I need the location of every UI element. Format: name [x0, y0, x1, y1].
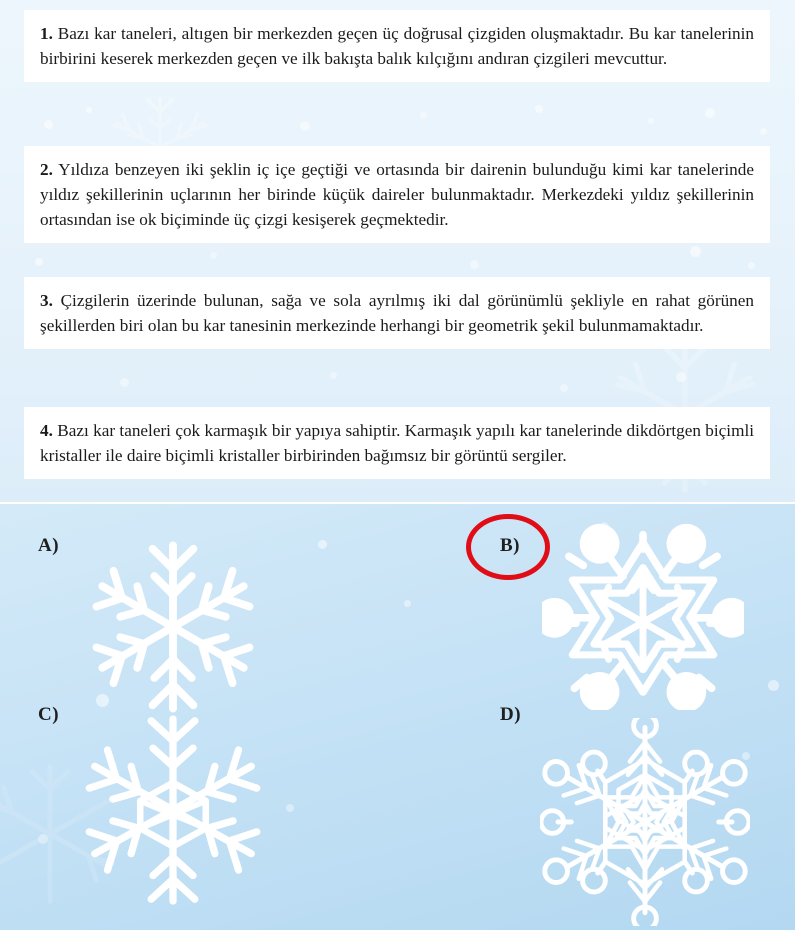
decorative-dot	[120, 378, 129, 387]
statement-number-1: 1.	[40, 24, 53, 43]
statement-card-3	[24, 277, 770, 349]
decorative-dot	[210, 252, 217, 259]
statement-body-4: Bazı kar taneleri çok karmaşık bir yapıya sahiptir. Karmaşık yapılı kar tanelerinde dikdörtgen biçimli kristaller ile daire biçimli kristaller birbirinden bağımsız bir görüntü sergiler.	[40, 421, 754, 466]
statement-body-1: Bazı kar taneleri, altıgen bir merkezden geçen üç doğrusal çizgiden oluşmaktadır. Bu kar tanelerinin birbirini keserek merkezden geçen ve ilk bakışta balık kılçığını andıran çizgileri mevcuttur.	[40, 24, 754, 69]
decorative-dot	[470, 260, 479, 269]
snowflake-complex-ring-tips-icon[interactable]	[540, 718, 750, 926]
decorative-dot	[318, 540, 327, 549]
statement-body-3: Çizgilerin üzerinde bulunan, sağa ve sola ayrılmış iki dal görünümlü şekliyle en rahat görünen şekillerden biri olan bu kar tanesinin merkezinde herhangi bir geometrik şekil bulunmamaktadır.	[40, 291, 754, 336]
option-label-c[interactable]: C)	[38, 704, 60, 725]
decorative-dot	[760, 128, 767, 135]
decorative-dot	[38, 834, 48, 844]
decorative-dot	[676, 372, 686, 382]
decorative-dot	[705, 108, 715, 118]
statement-text-3	[40, 288, 754, 338]
decorative-dot	[404, 600, 411, 607]
decorative-dot	[690, 246, 701, 257]
option-label-a[interactable]: A)	[38, 535, 60, 556]
option-label-d[interactable]: D)	[500, 704, 522, 725]
option-label-b[interactable]: B)	[500, 535, 520, 556]
decorative-dot	[768, 680, 779, 691]
decorative-dot	[300, 121, 310, 131]
decorative-dot	[748, 262, 755, 269]
snowflake-classic-branched-icon[interactable]	[88, 538, 258, 716]
statement-card-2	[24, 146, 770, 243]
statement-card-4	[24, 407, 770, 479]
decorative-dot	[420, 112, 427, 119]
decorative-dot	[648, 118, 654, 124]
decorative-dot	[86, 107, 92, 113]
statement-number-3: 3.	[40, 291, 53, 310]
statement-text-1	[40, 21, 754, 71]
statement-body-2: Yıldıza benzeyen iki şeklin iç içe geçtiği ve ortasında bir dairenin bulunduğu kimi kar tanelerinde yıldız şekillerinin uçlarının her birinde küçük daireler bulunmaktadır. Merkezdeki yıldız şekillerinin ortasından ise ok biçiminde üç çizgi kesişerek geçmektedir.	[40, 160, 754, 230]
decorative-dot	[560, 384, 568, 392]
decorative-dot	[535, 105, 543, 113]
decorative-dot	[286, 804, 294, 812]
statement-text-4	[40, 418, 754, 468]
decorative-dot	[35, 258, 43, 266]
decorative-dot	[44, 120, 53, 129]
statement-card-1	[24, 10, 770, 82]
snowflake-hexagon-center-icon[interactable]	[82, 715, 264, 905]
statement-number-4: 4.	[40, 421, 53, 440]
statement-text-2	[40, 157, 754, 232]
decorative-dot	[330, 372, 337, 379]
snowflake-star-with-tip-circles-icon[interactable]	[542, 522, 744, 710]
statement-number-2: 2.	[40, 160, 53, 179]
